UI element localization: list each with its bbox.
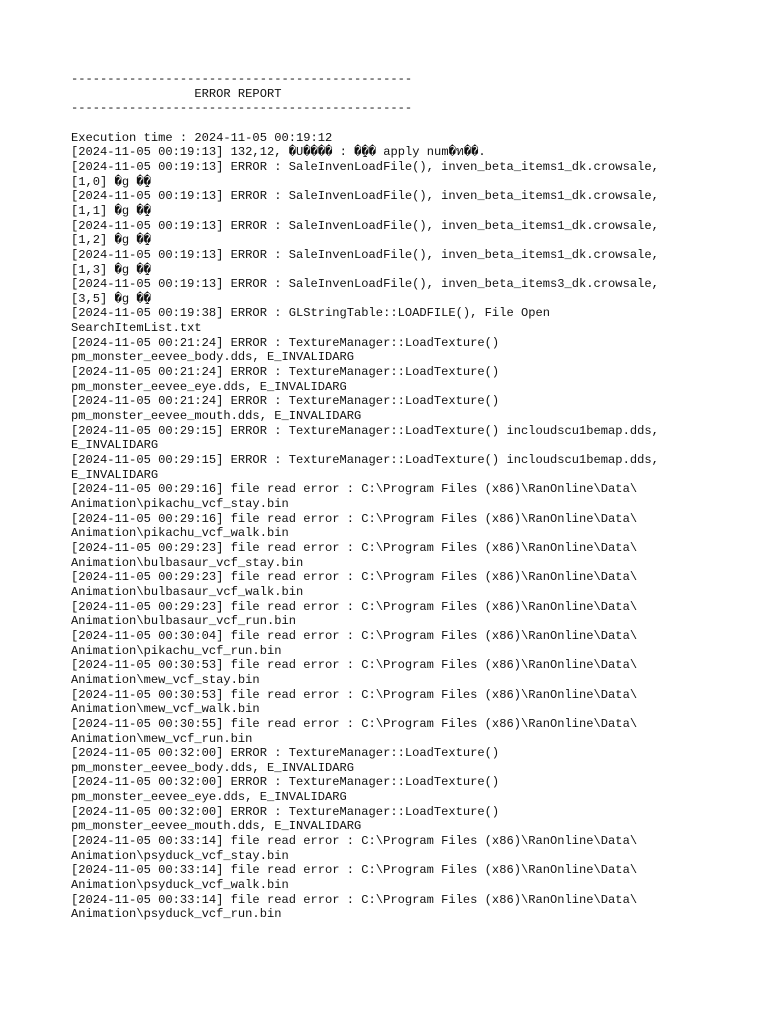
log-entry: [2024-11-05 00:32:00] ERROR : TextureManager::LoadTexture() pm_monster_eevee_mouth.dds, E_INVALIDARG [71,804,500,834]
report-title: ERROR REPORT [71,86,282,101]
log-entry: [2024-11-05 00:19:13] ERROR : SaleInvenLoadFile(), inven_beta_items1_dk.crowsale, [1,1] �g �̱� [71,189,659,218]
log-entry: [2024-11-05 00:30:04] file read error : C:\Program Files (x86)\RanOnline\Data\ Animation\pikachu_vcf_run.bin [71,628,638,658]
log-entry: [2024-11-05 00:21:24] ERROR : TextureManager::LoadTexture() pm_monster_eevee_eye.dds, E_INVALIDARG [71,365,500,394]
log-entries [71,145,711,922]
blank-line [71,116,711,131]
log-entry: [2024-11-05 00:19:13] ERROR : SaleInvenLoadFile(), inven_beta_items1_dk.crowsale, [1,2] �g �̱� [71,218,659,248]
log-entry: [2024-11-05 00:19:13] ERROR : SaleInvenLoadFile(), inven_beta_items1_dk.crowsale, [1,3] �g �̱� [71,247,659,277]
error-report-document [71,72,711,922]
header-rule-bottom: ----------------------------------------------- [71,101,413,116]
log-entry: [2024-11-05 00:33:14] file read error : C:\Program Files (x86)\RanOnline\Data\ Animation\psyduck_vcf_stay.bin [71,834,638,863]
log-entry: [2024-11-05 00:21:24] ERROR : TextureManager::LoadTexture() pm_monster_eevee_body.dds, E_INVALIDARG [71,335,500,365]
log-entry: [2024-11-05 00:19:38] ERROR : GLStringTable::LOADFILE(), File Open SearchItemList.txt [71,306,550,336]
log-entry: [2024-11-05 00:32:00] ERROR : TextureManager::LoadTexture() pm_monster_eevee_body.dds, E_INVALIDARG [71,746,500,775]
log-entry: [2024-11-05 00:19:13] ERROR : SaleInvenLoadFile(), inven_beta_items3_dk.crowsale, [3,5] �g �̱� [71,277,659,306]
header-rule-top: ----------------------------------------------- [71,72,413,86]
log-entry: [2024-11-05 00:32:00] ERROR : TextureManager::LoadTexture() pm_monster_eevee_eye.dds, E_INVALIDARG [71,775,500,805]
log-entry: [2024-11-05 00:33:14] file read error : C:\Program Files (x86)\RanOnline\Data\ Animation\psyduck_vcf_run.bin [71,892,638,922]
log-entry: [2024-11-05 00:30:53] file read error : C:\Program Files (x86)\RanOnline\Data\ Animation\mew_vcf_stay.bin [71,658,638,687]
log-entry: [2024-11-05 00:29:15] ERROR : TextureManager::LoadTexture() incloudscu1bemap.dds, E_INVALIDARG [71,423,659,453]
log-entry: [2024-11-05 00:33:14] file read error : C:\Program Files (x86)\RanOnline\Data\ Animation\psyduck_vcf_walk.bin [71,863,638,893]
log-entry: [2024-11-05 00:29:15] ERROR : TextureManager::LoadTexture() incloudscu1bemap.dds, E_INVALIDARG [71,453,659,482]
log-entry: [2024-11-05 00:30:55] file read error : C:\Program Files (x86)\RanOnline\Data\ Animation\mew_vcf_run.bin [71,716,638,746]
log-entry: [2024-11-05 00:29:23] file read error : C:\Program Files (x86)\RanOnline\Data\ Animation\bulbasaur_vcf_run.bin [71,599,638,629]
log-entry: [2024-11-05 00:30:53] file read error : C:\Program Files (x86)\RanOnline\Data\ Animation\mew_vcf_walk.bin [71,687,638,717]
log-entry: [2024-11-05 00:29:23] file read error : C:\Program Files (x86)\RanOnline\Data\ Animation\bulbasaur_vcf_stay.bin [71,540,638,570]
log-entry: [2024-11-05 00:21:24] ERROR : TextureManager::LoadTexture() pm_monster_eevee_mouth.dds, E_INVALIDARG [71,394,500,424]
log-entry: [2024-11-05 00:19:13] ERROR : SaleInvenLoadFile(), inven_beta_items1_dk.crowsale, [1,0] �g �̱� [71,159,659,189]
log-entry: [2024-11-05 00:29:16] file read error : C:\Program Files (x86)\RanOnline\Data\ Animation\pikachu_vcf_stay.bin [71,482,638,512]
log-entry: [2024-11-05 00:29:23] file read error : C:\Program Files (x86)\RanOnline\Data\ Animation\bulbasaur_vcf_walk.bin [71,570,638,599]
log-entry: [2024-11-05 00:19:13] 132,12, �U���� : �̱�� apply num�ท��. [71,145,486,160]
execution-time: Execution time : 2024-11-05 00:19:12 [71,130,333,145]
log-entry: [2024-11-05 00:29:16] file read error : C:\Program Files (x86)\RanOnline\Data\ Animation\pikachu_vcf_walk.bin [71,511,638,541]
